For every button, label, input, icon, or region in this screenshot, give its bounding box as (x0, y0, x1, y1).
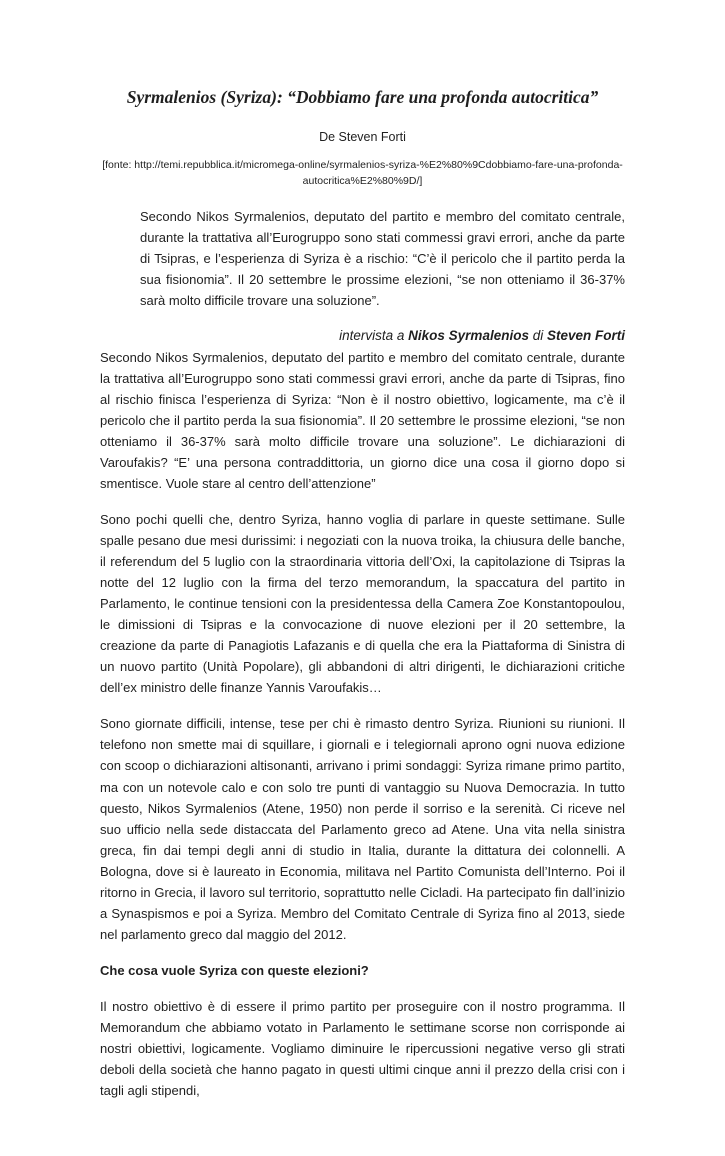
lead-paragraph: Secondo Nikos Syrmalenios, deputato del partito e membro del comitato centrale, durante la trattativa all’Eurogruppo sono stati commessi gravi errori, anche da parte di Tsipras, e l’esperienza di Syriza è a rischio: “C’è il pericolo che il partito perda la sua fisionomia”. Il 20 settembre le prossime elezioni, “se non otteniamo il 36-37% sarà molto difficile trovare una soluzione”. (140, 208, 625, 308)
attribution-prefix: intervista a (339, 327, 409, 343)
attribution-author: Steven Forti (546, 327, 625, 343)
body-paragraph: Secondo Nikos Syrmalenios, deputato del partito e membro del comitato centrale, durante la trattativa all’Eurogruppo sono stati commessi gravi errori, anche da parte di Tsipras, fino al rischio finisca l’esperienza di Syriza: “Non è il nostro obiettivo, logicamente, ma c’è il pericolo che il partito perda la sua fisionomia”. Il 20 settembre le prossime elezioni, “se non otteniamo il 36-37% sarà molto difficile trovare una soluzione”. Le dichiarazioni di Varoufakis? “E’ una persona contraddittoria, un giorno dice una cosa il giorno dopo si smentisce. Vuole stare al centro dell’attenzione” (100, 349, 625, 491)
body-paragraph: Sono pochi quelli che, dentro Syriza, hanno voglia di parlare in queste settimane. Sulle spalle pesano due mesi durissimi: i negoziati con la nuova troika, la chiusura delle banche, il referendum del 5 luglio con la straordinaria vittoria dell’Oxi, la capitolazione di Tsipras la notte del 12 luglio con la firma del terzo memorandum, la spaccatura del partito in Parlamento, le continue tensioni con la presidentessa della Camera Zoe Konstantopoulou, le dimissioni di Tsipras e la convocazione di nuove elezioni per il 20 settembre, la creazione da parte di Panagiotis Lafazanis e di quella che era la Piattaforma di Sinistra di un nuovo partito (Unità Popolare), gli abbandoni di altri dirigenti, le dichiarazioni critiche dell’ex ministro delle finanze Yannis Varoufakis… (100, 511, 625, 696)
attribution-line (100, 325, 625, 347)
byline: De Steven Forti (319, 129, 406, 144)
article-title: Syrmalenios (Syriza): “Dobbiamo fare una profonda autocritica” (126, 87, 599, 107)
source-reference: [fonte: http://temi.repubblica.it/micromega-online/syrmalenios-syriza-%E2%80%9Cdobbiamo-fare-una-profonda-autocritica%E2%80%9D/] (102, 159, 623, 188)
attribution-connector: di (528, 327, 547, 343)
question-heading: Che cosa vuole Syriza con queste elezioni? (100, 962, 369, 978)
body-paragraph: Sono giornate difficili, intense, tese per chi è rimasto dentro Syriza. Riunioni su riunioni. Il telefono non smette mai di squillare, i giornali e i telegiornali aprono ogni nuova edizione con scoop o dichiarazioni altisonanti, arrivano i primi sondaggi: Syriza rimane primo partito, ma con un notevole calo e con solo tre punti di vantaggio su Nuova Democrazia. In tutto questo, Nikos Syrmalenios (Atene, 1950) non perde il sorriso e la serenità. Ci riceve nel suo ufficio nella sede distaccata del Parlamento greco ad Atene. Una vita nella sinistra greca, fin dai tempi degli anni di studio in Italia, durante la dittatura dei colonnelli. A Bologna, dove si è laureato in Economia, militava nel Partito Comunista dell’Interno. Poi il ritorno in Grecia, il lavoro sul territorio, soprattutto nelle Cicladi. Ha partecipato fin dall’inizio a Synaspismos e poi a Syriza. Membro del Comitato Centrale di Syriza fino al 2013, siede nel parlamento greco dal maggio del 2012. (100, 716, 625, 942)
answer-paragraph: Il nostro obiettivo è di essere il primo partito per proseguire con il nostro programma. Il Memorandum che abbiamo votato in Parlamento le settimane scorse non corrisponde ai nostri obiettivi, logicamente. Vogliamo diminuire le ripercussioni negative verso gli strati deboli della società che hanno pagato in questi ultimi cinque anni il prezzo della crisi con i tagli agli stipendi, (100, 998, 625, 1099)
attribution-interviewee: Nikos Syrmalenios (408, 327, 529, 343)
